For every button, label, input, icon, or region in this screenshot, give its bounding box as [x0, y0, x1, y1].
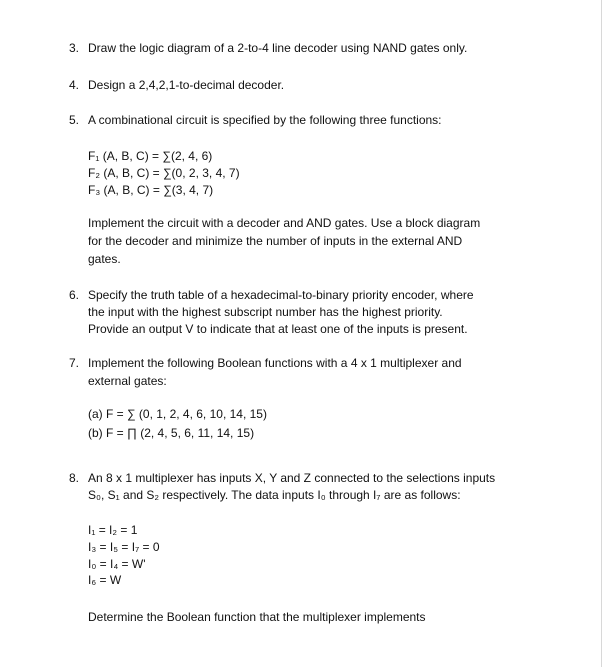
- question-intro: A combinational circuit is specified by the following three functions:: [88, 113, 442, 127]
- question-number: 6.: [69, 288, 80, 302]
- question-number: 4.: [69, 78, 80, 92]
- question-body-line: gates.: [88, 252, 121, 266]
- equation-line: I₃ = I₅ = I₇ = 0: [88, 540, 160, 554]
- question-body-line: Implement the circuit with a decoder and AND gates. Use a block diagram: [88, 216, 481, 230]
- equation-line: I₁ = I₂ = 1: [88, 523, 138, 537]
- part-a: (a) F = ∑ (0, 1, 2, 4, 6, 10, 14, 15): [88, 407, 267, 421]
- question-number: 8.: [69, 471, 80, 485]
- question-closing: Determine the Boolean function that the multiplexer implements: [88, 610, 426, 624]
- question-text-line: S₀, S₁ and S₂ respectively. The data inputs I₀ through I₇ are as follows:: [88, 488, 461, 502]
- question-text-line: Specify the truth table of a hexadecimal-to-binary priority encoder, where: [88, 288, 474, 302]
- question-text: Design a 2,4,2,1-to-decimal decoder.: [88, 78, 285, 92]
- question-number: 7.: [69, 356, 80, 370]
- question-text-line: the input with the highest subscript number has the highest priority.: [88, 305, 443, 319]
- question-text-line: Implement the following Boolean functions with a 4 x 1 multiplexer and: [88, 356, 462, 370]
- page-edge: [601, 0, 602, 667]
- question-text: Draw the logic diagram of a 2-to-4 line decoder using NAND gates only.: [88, 41, 468, 55]
- question-body-line: for the decoder and minimize the number of inputs in the external AND: [88, 234, 463, 248]
- question-text-line: An 8 x 1 multiplexer has inputs X, Y and Z connected to the selections inputs: [88, 471, 496, 485]
- question-number: 5.: [69, 113, 80, 127]
- equation-line: I₀ = I₄ = W': [88, 557, 146, 571]
- question-text-line: Provide an output V to indicate that at least one of the inputs is present.: [88, 322, 468, 336]
- function-f3: F₃ (A, B, C) = ∑(3, 4, 7): [88, 183, 214, 197]
- part-b: (b) F = ∏ (2, 4, 5, 6, 11, 14, 15): [88, 426, 255, 440]
- question-number: 3.: [69, 41, 80, 55]
- equation-line: I₆ = W: [88, 573, 122, 587]
- function-f2: F₂ (A, B, C) = ∑(0, 2, 3, 4, 7): [88, 166, 240, 180]
- function-f1: F₁ (A, B, C) = ∑(2, 4, 6): [88, 149, 213, 163]
- question-text-line: external gates:: [88, 374, 167, 388]
